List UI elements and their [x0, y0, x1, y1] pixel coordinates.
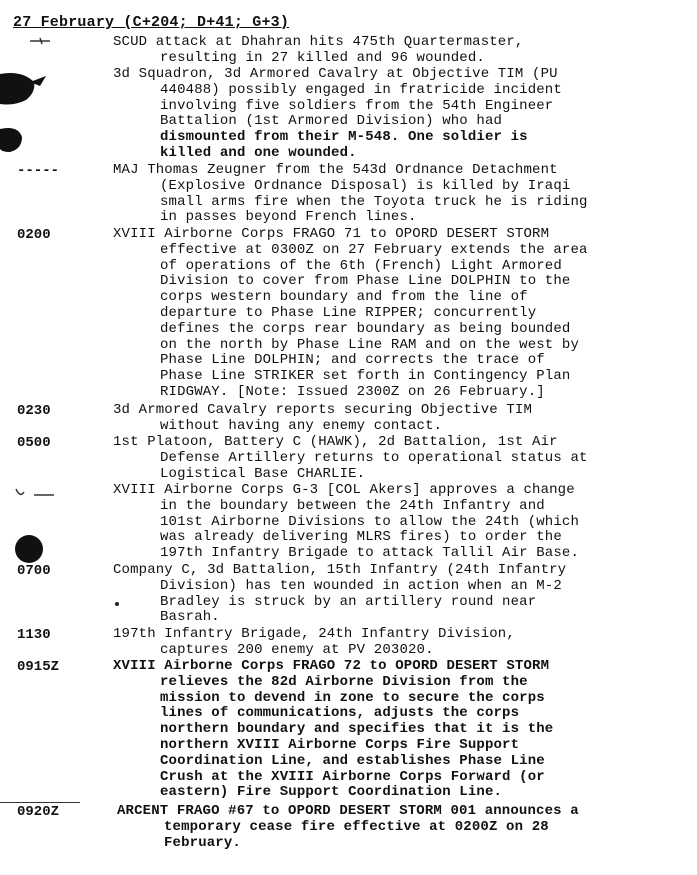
- entry-time: 0200: [17, 227, 51, 243]
- entry-line: in passes beyond French lines.: [160, 209, 417, 226]
- entry-line: small arms fire when the Toyota truck he is riding: [160, 193, 588, 210]
- entry-line: northern boundary and specifies that it is the: [160, 721, 554, 738]
- entry-line: Logistical Base CHARLIE.: [160, 465, 366, 482]
- entry-line: 440488) possibly engaged in fratricide incident: [160, 81, 562, 98]
- entry-line: was already delivering MLRS fires) to order the: [160, 529, 562, 546]
- entry-line: (Explosive Ordnance Disposal) is killed by Iraqi: [160, 177, 571, 194]
- entry-line: Crush at the XVIII Airborne Corps Forward (or: [160, 768, 545, 785]
- entry-line: killed and one wounded.: [160, 144, 357, 161]
- entry-line: 197th Infantry Brigade to attack Tallil Air Base.: [160, 545, 580, 562]
- entry-line: Basrah.: [160, 609, 220, 626]
- scan-mark-arrow: [28, 36, 54, 46]
- entry-line: effective at 0300Z on 27 February extends the area: [160, 241, 588, 258]
- entry-line: XVIII Airborne Corps FRAGO 71 to OPORD DESERT STORM: [113, 226, 550, 242]
- entry-line: February.: [164, 834, 241, 851]
- entry-time: -----: [17, 163, 60, 179]
- entry-line: departure to Phase Line RIPPER; concurrently: [160, 304, 537, 321]
- scan-rule: [0, 802, 80, 803]
- scan-blot-1: [0, 68, 50, 110]
- entry-line: captures 200 enemy at PV 203020.: [160, 641, 434, 658]
- entry-line: Phase Line STRIKER set forth in Contingency Plan: [160, 368, 571, 385]
- entry-line: 3d Squadron, 3d Armored Cavalry at Objective TIM (PU: [113, 66, 558, 82]
- entry-line: Battalion (1st Armored Division) who had: [160, 113, 503, 130]
- entry-time: 0920Z: [17, 804, 60, 820]
- entry-line: Phase Line DOLPHIN; and corrects the trace of: [160, 352, 545, 369]
- entry-line: RIDGWAY. [Note: Issued 2300Z on 26 February.]: [160, 383, 545, 400]
- entry-line: 1st Platoon, Battery C (HAWK), 2d Battalion, 1st Air: [113, 434, 558, 450]
- entry-time: 0700: [17, 563, 51, 579]
- entry-time: 1130: [17, 627, 51, 643]
- entry-line: 101st Airborne Divisions to allow the 24th (which: [160, 513, 580, 530]
- entry-line: in the boundary between the 24th Infantry and: [160, 497, 545, 514]
- entry-line: ARCENT FRAGO #67 to OPORD DESERT STORM 001 announces a: [117, 803, 579, 819]
- entry-line: lines of communications, adjusts the corps: [160, 705, 520, 722]
- entry-line: 3d Armored Cavalry reports securing Objective TIM: [113, 402, 533, 418]
- entry-line: involving five soldiers from the 54th Engineer: [160, 97, 554, 114]
- entry-line: Coordination Line, and establishes Phase Line: [160, 752, 545, 769]
- scan-mark-squiggle: [14, 486, 58, 500]
- entry-line: eastern) Fire Support Coordination Line.: [160, 784, 503, 801]
- page-header-date: 27 February (C+204; D+41; G+3): [13, 14, 290, 31]
- entry-time: 0230: [17, 403, 51, 419]
- entry-line: MAJ Thomas Zeugner from the 543d Ordnance Detachment: [113, 162, 558, 178]
- entry-line: Division to cover from Phase Line DOLPHIN to the: [160, 273, 571, 290]
- entry-time: 0500: [17, 435, 51, 451]
- entry-line: Company C, 3d Battalion, 15th Infantry (24th Infantry: [113, 562, 567, 578]
- entry-line: 197th Infantry Brigade, 24th Infantry Division,: [113, 626, 515, 642]
- entry-line: northern XVIII Airborne Corps Fire Support: [160, 736, 520, 753]
- scan-blot-2: [0, 127, 24, 153]
- entry-time: 0915Z: [17, 659, 60, 675]
- entry-line: XVIII Airborne Corps FRAGO 72 to OPORD DESERT STORM: [113, 658, 550, 674]
- entry-line: Division) has ten wounded in action when an M-2: [160, 577, 562, 594]
- entry-line: resulting in 27 killed and 96 wounded.: [160, 49, 485, 66]
- entry-line: relieves the 82d Airborne Division from the: [160, 673, 528, 690]
- scan-blot-3: [14, 534, 46, 566]
- entry-line: corps western boundary and from the line of: [160, 289, 528, 306]
- entry-line: without having any enemy contact.: [160, 417, 443, 434]
- entry-line: SCUD attack at Dhahran hits 475th Quartermaster,: [113, 34, 524, 50]
- entry-line: mission to devend in zone to secure the corps: [160, 689, 545, 706]
- entry-line: on the north by Phase Line RAM and on the west by: [160, 336, 580, 353]
- entry-line: Bradley is struck by an artillery round near: [160, 593, 537, 610]
- entry-line: of operations of the 6th (French) Light Armored: [160, 257, 562, 274]
- entry-line: XVIII Airborne Corps G-3 [COL Akers] approves a change: [113, 482, 575, 498]
- entry-line: defines the corps rear boundary as being bounded: [160, 320, 571, 337]
- entry-line: temporary cease fire effective at 0200Z on 28: [164, 818, 549, 835]
- entry-line: Defense Artillery returns to operational status at: [160, 449, 588, 466]
- entry-line: dismounted from their M-548. One soldier is: [160, 129, 528, 146]
